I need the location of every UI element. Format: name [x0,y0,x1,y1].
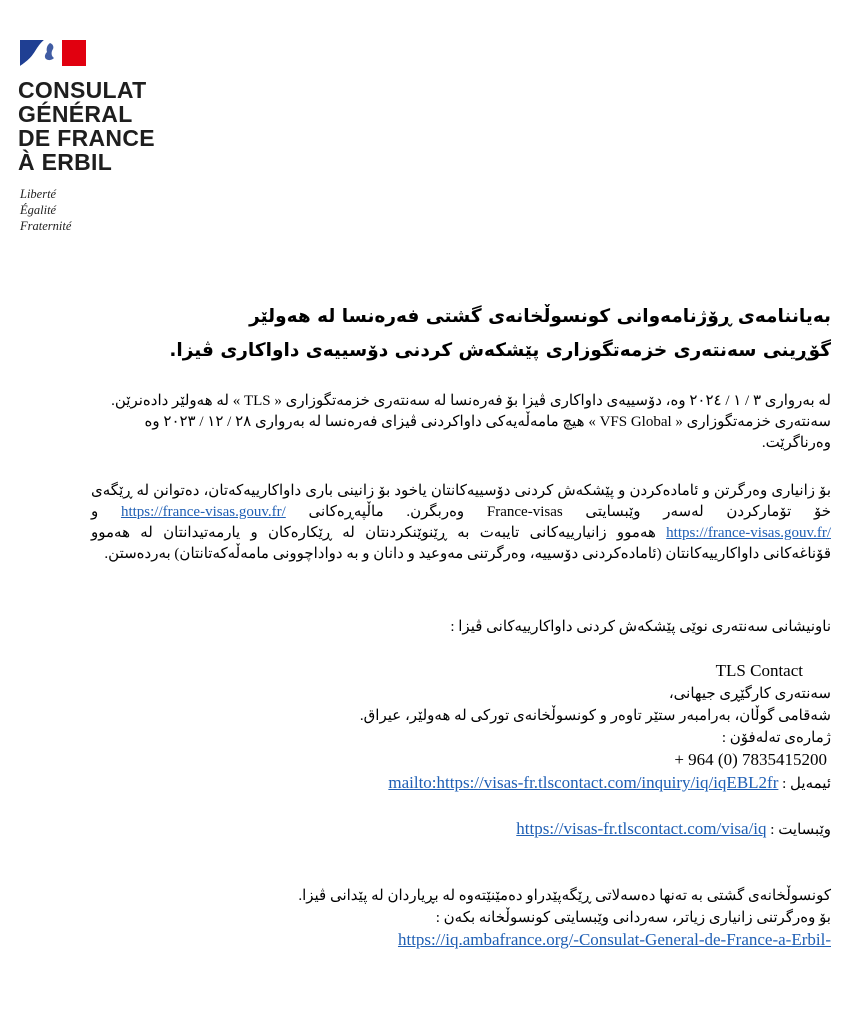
tls-website-link[interactable]: https://visas-fr.tlscontact.com/visa/iq [516,819,767,838]
press-release-title [131,300,831,368]
motto-line: Fraternité [20,219,72,233]
email-link[interactable]: mailto:https://visas-fr.tlscontact.com/inquiry/iq/iqEBL2fr [388,773,779,792]
title-line-1: بەیاننامەی ڕۆژنامەوانی کونسوڵخانەی گشتی فەرەنسا لە هەولێر [249,306,831,327]
footer-line: کونسوڵخانەی گشتی بە تەنها دەسەلاتی ڕێگەپێدراو دەمێنێتەوە لە بڕیاردان لە پێدانی ڤیزا. [298,888,831,904]
paragraph-text: بۆ زانیاری وەرگرتن و ئامادەکردن و پێشکەش کردنی دۆسییەکانتان یاخود بۆ زانینی باری داواکارییەکەتان، دەتوانن لە ڕێگەی خۆ تۆمارکردن لەسەر وێبسایتی France-visas وەربگرن. ماڵپەڕەکانی [91,483,831,520]
flag-red-band [62,40,86,66]
paragraph-effective-date: لە بەرواری ٣ / ١ / ٢٠٢٤ وە، دۆسییەی داواکاری ڤیزا بۆ فەرەنسا لە سەنتەری خزمەتگوزاری « TLS » لە هەولێر دادەنرێن. سەنتەری خزمەتگوزاری « VFS Global » هیچ مامەڵەیەکی داواکردنی ڤیزای فەرەنسا لە بەرواری ٢٨ / ١٢ / ٢٠٢٣ وە وەرناگرێت. [111,393,831,451]
tls-address-block [231,660,831,795]
title-line-2: گۆڕینی سەنتەری خزمەتگوزاری پێشکەش کردنی دۆسییەی داواکاری ڤیزا. [169,340,831,361]
email-label: ئیمەیل : [782,776,831,792]
france-visas-link-2[interactable]: https://france-visas.gouv.fr/ [666,525,831,541]
motto-line: Égalité [20,203,57,217]
paragraph-new-address-heading: ناونیشانی سەنتەری نوێی پێشکەش کردنی داواکارییەکانی ڤیزا : [450,619,831,635]
website-row [516,818,831,841]
logo-line: DE FRANCE [18,125,155,151]
paragraph-information [91,481,831,565]
logo-line: GÉNÉRAL [18,101,133,127]
motto-line: Liberté [20,187,57,201]
republic-motto [20,186,71,234]
website-label: وێبسایت : [770,822,831,838]
closing-paragraph [91,885,831,952]
paragraph-text: هەموو زانیارییەکانی تایبەت بە ڕێنوێنکردنتان لە ڕێکارەکان و یارمەتیدانتان لە هەموو قۆناغەکانی داواکارییەکانتان (ئامادەکردنی دۆسییە، وەرگرتنی مەوعید و دانان و بە دواداچوونی مامەڵەکەتانتان) بەردەستن. [91,525,831,562]
consulate-name [18,78,188,174]
footer-line: بۆ وەرگرتنی زانیاری زیاتر، سەردانی وێبسایتی کونسوڵخانە بکەن : [435,910,831,926]
french-republic-flag-icon [20,40,86,66]
phone-label: ژمارەی تەلەفۆن : [721,730,831,746]
conjunction: و [91,504,99,520]
france-visas-link[interactable]: https://france-visas.gouv.fr/ [120,504,286,520]
address-line: سەنتەری کارگێڕی جیهانی، [668,686,831,702]
consulate-website-link[interactable]: https://iq.ambafrance.org/-Consulat-General-de-France-a-Erbil- [397,930,831,949]
logo-line: À ERBIL [18,149,113,175]
company-name: TLS Contact [715,661,803,680]
phone-number: + 964 (0) 7835415200 [674,750,827,769]
address-line: شەقامی گوڵان، بەرامبەر ستێر تاوەر و کونسوڵخانەی تورکی لە هەولێر، عیراق. [359,708,831,724]
logo-line: CONSULAT [18,77,147,103]
